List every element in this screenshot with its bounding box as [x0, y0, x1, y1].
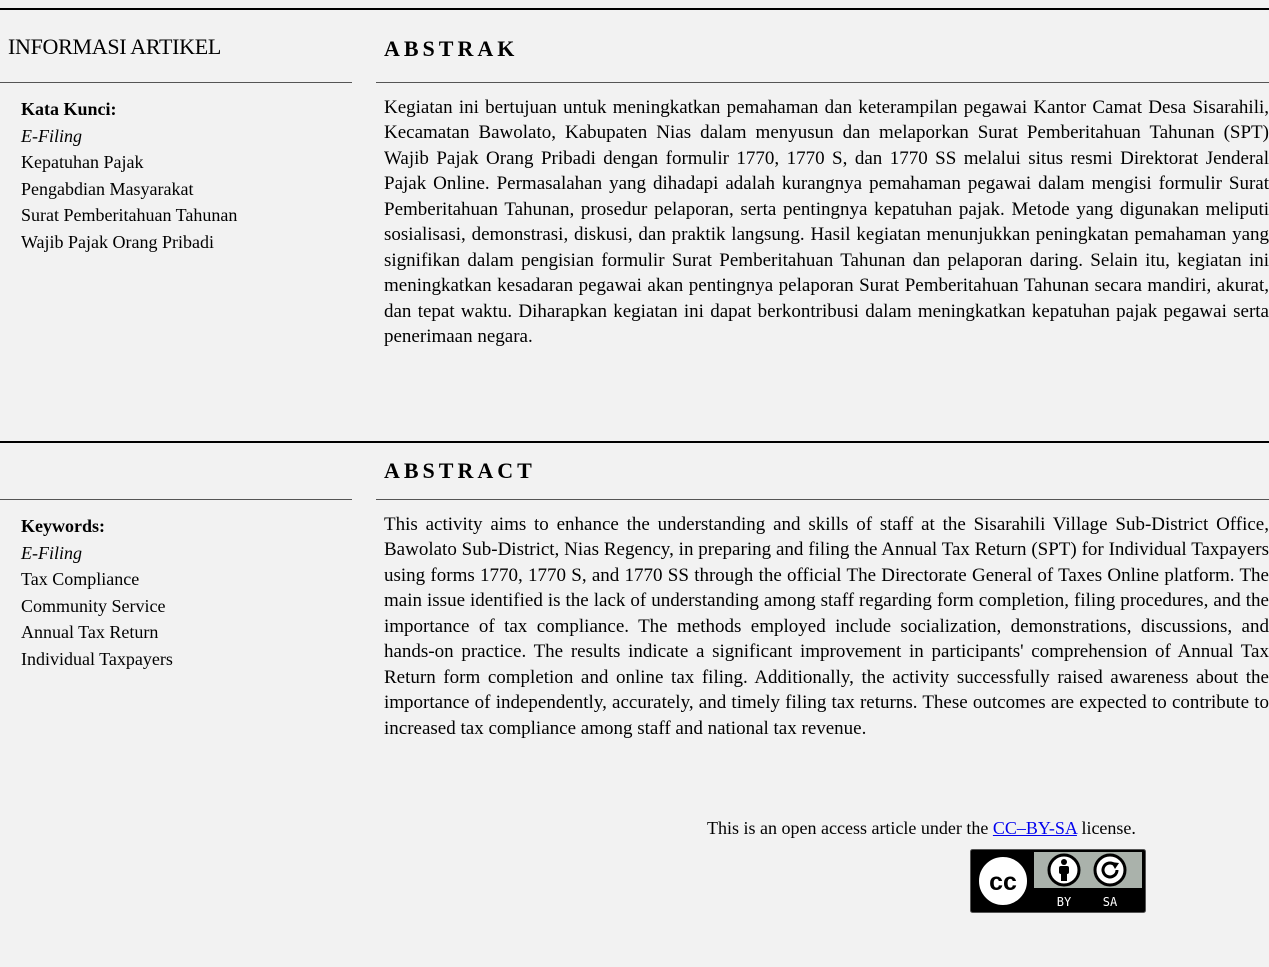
info-header: INFORMASI ARTIKEL [8, 34, 221, 59]
keyword-item: Community Service [21, 595, 166, 616]
keywords-block [21, 513, 173, 673]
abstract-heading: ABSTRACT [384, 458, 536, 483]
keyword-item: Tax Compliance [21, 569, 140, 590]
keywords-title: Keywords: [21, 516, 105, 536]
top-rule [0, 8, 1269, 10]
cc-icon [977, 855, 1029, 907]
keyword-item: Annual Tax Return [21, 622, 159, 643]
keyword-item: Kepatuhan Pajak [21, 152, 144, 173]
keyword-item: Individual Taxpayers [21, 648, 173, 669]
keyword-item: Surat Pemberitahuan Tahunan [21, 205, 238, 226]
keyword-item: Wajib Pajak Orang Pribadi [21, 231, 215, 252]
abstrak-text: Kegiatan ini bertujuan untuk meningkatkan pemahaman dan keterampilan pegawai Kantor Camat Desa Sisarahili, Kecamatan Bawolato, Kabupaten Nias dalam menyusun dan melaporkan Surat Pemberitahuan Tahunan (SPT) Wajib Pajak Orang Pribadi dengan formulir 1770, 1770 S, dan 1770 SS melalui situs resmi Direktorat Jenderal Pajak Online. Permasalahan yang dihadapi adalah kurangnya pemahaman pegawai dalam mengisi formulir Surat Pemberitahuan Tahunan, prosedur pelaporan, serta pentingnya kepatuhan pajak. Metode yang digunakan meliputi sosialisasi, demonstrasi, diskusi, dan praktik langsung. Hasil kegiatan menunjukkan peningkatan pemahaman yang signifikan dalam pengisian formulir Surat Pemberitahuan Tahunan dan pelaporan daring. Selain itu, kegiatan ini meningkatkan kesadaran pegawai akan pentingnya pelaporan Surat Pemberitahuan Tahunan secara mandiri, akurat, dan tepat waktu. Diharapkan kegiatan ini dapat berkontribusi dalam meningkatkan kepatuhan pajak pegawai serta penerimaan negara. [384, 97, 1269, 348]
keyword-item: E-Filing [21, 542, 82, 563]
badge-sa-label: SA [1102, 895, 1118, 909]
svg-text:cc: cc [989, 868, 1017, 896]
kata-kunci-title: Kata Kunci: [21, 99, 117, 119]
license-prefix: This is an open access article under the [707, 818, 993, 838]
left-divider-1 [0, 82, 352, 83]
license-line [707, 816, 1136, 840]
by-person-icon [1049, 855, 1079, 885]
cc-by-sa-icon[interactable] [970, 849, 1146, 913]
keyword-item: E-Filing [21, 125, 82, 146]
sa-share-alike-icon [1095, 855, 1125, 885]
middle-rule [0, 441, 1269, 443]
license-suffix: license. [1076, 818, 1136, 838]
license-link[interactable]: CC–BY-SA [992, 818, 1077, 838]
abstract-text: This activity aims to enhance the understanding and skills of staff at the Sisarahili Village Sub-District Office, Bawolato Sub-District, Nias Regency, in preparing and filing the Annual Tax Return (SPT) for Individual Taxpayers using forms 1770, 1770 S, and 1770 SS through the official The Directorate General of Taxes Online platform. The main issue identified is the lack of understanding among staff regarding form completion, filing procedures, and the importance of tax compliance. The methods employed include socialization, demonstrations, discussions, and hands-on practice. The results indicate a significant improvement in participants' comprehension of Annual Tax Return form completion and online tax filing. Additionally, the activity successfully raised awareness about the importance of independently, accurately, and timely filing tax returns. These outcomes are expected to contribute to increased tax compliance among staff and national tax revenue. [384, 514, 1269, 739]
kata-kunci-block [21, 96, 237, 256]
right-divider-1 [376, 82, 1269, 83]
badge-by-label: BY [1056, 895, 1072, 909]
left-divider-2 [0, 499, 352, 500]
abstrak-heading: ABSTRAK [384, 36, 519, 61]
right-divider-2 [376, 499, 1269, 500]
keyword-item: Pengabdian Masyarakat [21, 178, 194, 199]
cc-badge-graphic [970, 849, 1146, 913]
